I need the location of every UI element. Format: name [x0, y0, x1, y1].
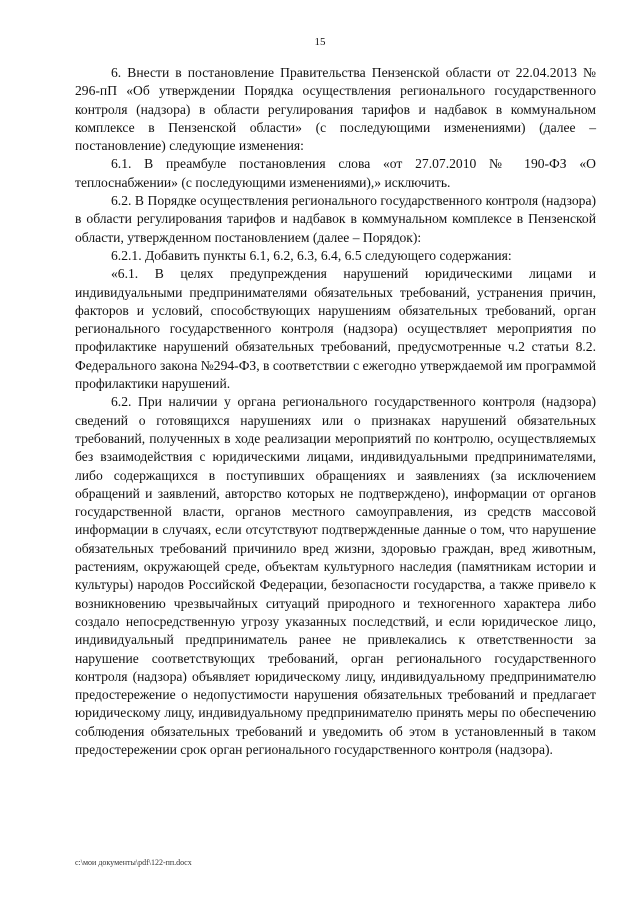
footer-file-path: c:\мои документы\pdf\122-пп.docx: [75, 858, 192, 867]
paragraph-6: 6. Внести в постановление Правительства Пензенской области от 22.04.2013 № 296-пП «Об утверждении Порядка осуществления регионального государственного контроля (надзора) в области регулирования тарифов и надбавок в коммунальном комплексе в Пензенской области» (с последующими изменениями) (далее – постановление) следующие изменения:: [75, 65, 596, 154]
paragraph-6-2: 6.2. В Порядке осуществления регионального государственного контроля (надзора) в области регулирования тарифов и надбавок в коммунальном комплексе в Пензенской области, утвержденном постановлением (далее – Порядок):: [75, 193, 596, 245]
page-number: 15: [314, 36, 326, 48]
paragraph-6-1: 6.1. В преамбуле постановления слова «от 27.07.2010 № 190-ФЗ «О теплоснабжении» (с последующими изменениями),» исключить.: [75, 156, 596, 190]
paragraph-6-2-1: 6.2.1. Добавить пункты 6.1, 6.2, 6.3, 6.4, 6.5 следующего содержания:: [111, 247, 512, 263]
paragraph-quote-6-2: 6.2. При наличии у органа регионального государственного контроля (надзора) сведений о готовящихся нарушениях или о признаках нарушений обязательных требований, полученных в ходе реализации мероприятий по контролю, осуществляемых без взаимодействия с юридическими лицами, индивидуальными предпринимателями, либо содержащихся в поступивших обращениях и заявлениях (за исключением обращений и заявлений, авторство которых не подтверждено), информации от органов государственной власти, органов местного самоуправления, из средств массовой информации в случаях, если отсутствуют подтвержденные данные о том, что нарушение обязательных требований причинило вред жизни, здоровью граждан, вред животным, растениям, окружающей среде, объектам культурного наследия (памятникам истории и культуры) народов Российской Федерации, безопасности государства, а также привело к возникновению чрезвычайных ситуаций природного и техногенного характера либо создало непосредственную угрозу указанных последствий, и если юридическое лицо, индивидуальный предприниматель ранее не привлекались к ответственности за нарушение соответствующих требований, орган регионального государственного контроля (надзора) объявляет юридическому лицу, индивидуальному предпринимателю предостережение о недопустимости нарушения обязательных требований и предлагает юридическому лицу, индивидуальному предпринимателю принять меры по обеспечению соблюдения обязательных требований и уведомить об этом в установленный в таком предостережении срок орган регионального государственного контроля (надзора).: [75, 394, 596, 757]
paragraph-quote-6-1: «6.1. В целях предупреждения нарушений юридическими лицами и индивидуальными предпринимателями обязательных требований, устранения причин, факторов и условий, способствующих нарушениям обязательных требований, орган регионального государственного контроля (надзора) осуществляет мероприятия по профилактике нарушений обязательных требований, предусмотренные ч.2 статьи 8.2. Федерального закона №294-ФЗ, в соответствии с ежегодно утверждаемой им программой профилактики нарушений.: [75, 266, 596, 392]
document-body: [75, 64, 596, 759]
